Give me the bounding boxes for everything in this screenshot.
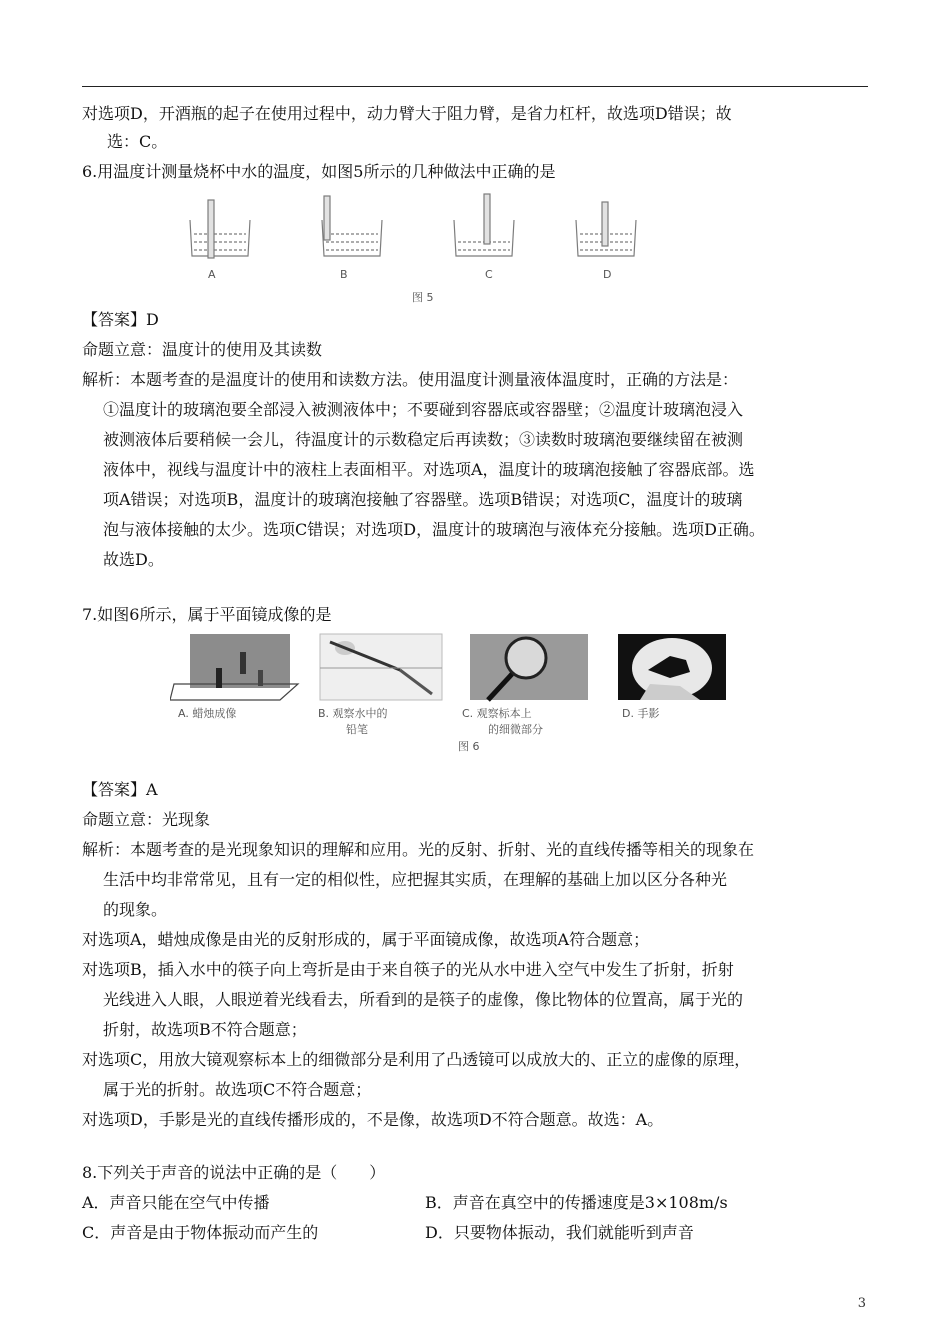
explanation-line: 光线进入人眼，人眼逆着光线看去，所看到的是筷子的虚像，像比物体的位置高，属于光的: [103, 990, 744, 1009]
beaker-a: [190, 200, 250, 258]
explanation-line: 对选项A，蜡烛成像是由光的反射形成的，属于平面镜成像，故选项A符合题意；: [82, 930, 650, 949]
figure-5-label: C: [485, 268, 493, 281]
option-b: B．声音在真空中的传播速度是3×108m/s: [425, 1193, 728, 1212]
explanation-line: 对选项D，手影是光的直线传播形成的，不是像，故选项D不符合题意。故选：A。: [82, 1110, 664, 1129]
figure-6-light-phenomena: [170, 630, 740, 750]
page-number: 3: [857, 1296, 866, 1311]
explanation-line: 解析：本题考查的是光现象知识的理解和应用。光的反射、折射、光的直线传播等相关的现象在: [82, 840, 755, 859]
figure-6-label: D. 手影: [622, 707, 660, 720]
beaker-c: [454, 194, 514, 256]
candle-mirror-image: [170, 634, 298, 700]
answer-6: 【答案】D: [82, 310, 159, 329]
explanation-line: 泡与液体接触的太少。选项C错误；对选项D，温度计的玻璃泡与液体充分接触。选项D正确。: [103, 520, 765, 539]
explanation-line: 的现象。: [103, 900, 168, 919]
intent-6: 命题立意：温度计的使用及其读数: [82, 340, 323, 359]
figure-5-label: B: [340, 268, 348, 281]
question-7: 7.如图6所示，属于平面镜成像的是: [82, 605, 332, 624]
question-8: 8.下列关于声音的说法中正确的是（ ）: [82, 1163, 386, 1182]
header-rule: [82, 86, 868, 87]
option-a: A．声音只能在空气中传播: [82, 1193, 270, 1212]
figure-6-label: A. 蜡烛成像: [178, 707, 237, 720]
explanation-line: 生活中均非常常见，且有一定的相似性，应把握其实质，在理解的基础上加以区分各种光: [103, 870, 728, 889]
figure-6-label: C. 观察标本上: [462, 707, 532, 720]
explanation-line: 折射，故选项B不符合题意；: [103, 1020, 307, 1039]
figure-5-caption: 图 5: [412, 291, 434, 304]
figure-6-label-line2: 的细微部分: [488, 723, 543, 736]
text-line: 选：C。: [107, 132, 168, 151]
explanation-line: 液体中，视线与温度计中的液柱上表面相平。对选项A，温度计的玻璃泡接触了容器底部。选: [103, 460, 755, 479]
hand-shadow-image: [618, 634, 726, 700]
figure-6-label-line2: 铅笔: [346, 723, 368, 736]
figure-5-thermometers: [150, 190, 670, 302]
figure-6-label: B. 观察水中的: [318, 707, 388, 720]
figure-6-caption: 图 6: [458, 740, 480, 753]
option-c: C．声音是由于物体振动而产生的: [82, 1223, 319, 1242]
question-6: 6.用温度计测量烧杯中水的温度，如图5所示的几种做法中正确的是: [82, 162, 556, 181]
figure-5-label: D: [603, 268, 612, 281]
pencil-in-water-image: [320, 634, 442, 700]
explanation-line: 对选项C，用放大镜观察标本上的细微部分是利用了凸透镜可以成放大的、正立的虚像的原理，: [82, 1050, 751, 1069]
explanation-line: 被测液体后要稍候一会儿，待温度计的示数稳定后再读数；③读数时玻璃泡要继续留在被测: [103, 430, 744, 449]
answer-7: 【答案】A: [82, 780, 158, 799]
explanation-line: ①温度计的玻璃泡要全部浸入被测液体中；不要碰到容器底或容器壁；②温度计玻璃泡浸入: [103, 400, 744, 419]
figure-5-label: A: [208, 268, 216, 281]
beaker-d: [576, 202, 636, 256]
magnifier-specimen-image: [470, 634, 588, 700]
explanation-line: 对选项B，插入水中的筷子向上弯折是由于来自筷子的光从水中进入空气中发生了折射，折射: [82, 960, 734, 979]
explanation-line: 属于光的折射。故选项C不符合题意；: [103, 1080, 372, 1099]
option-d: D．只要物体振动，我们就能听到声音: [425, 1223, 694, 1242]
explanation-line: 项A错误；对选项B，温度计的玻璃泡接触了容器壁。选项B错误；对选项C，温度计的玻璃: [103, 490, 743, 509]
explanation-line: 故选D。: [103, 550, 164, 569]
intent-7: 命题立意：光现象: [82, 810, 211, 829]
text-line: 对选项D，开酒瓶的起子在使用过程中，动力臂大于阻力臂，是省力杠杆，故选项D错误；故: [82, 104, 732, 123]
explanation-line: 解析：本题考查的是温度计的使用和读数方法。使用温度计测量液体温度时，正确的方法是：: [82, 370, 739, 389]
beaker-b: [322, 196, 382, 256]
